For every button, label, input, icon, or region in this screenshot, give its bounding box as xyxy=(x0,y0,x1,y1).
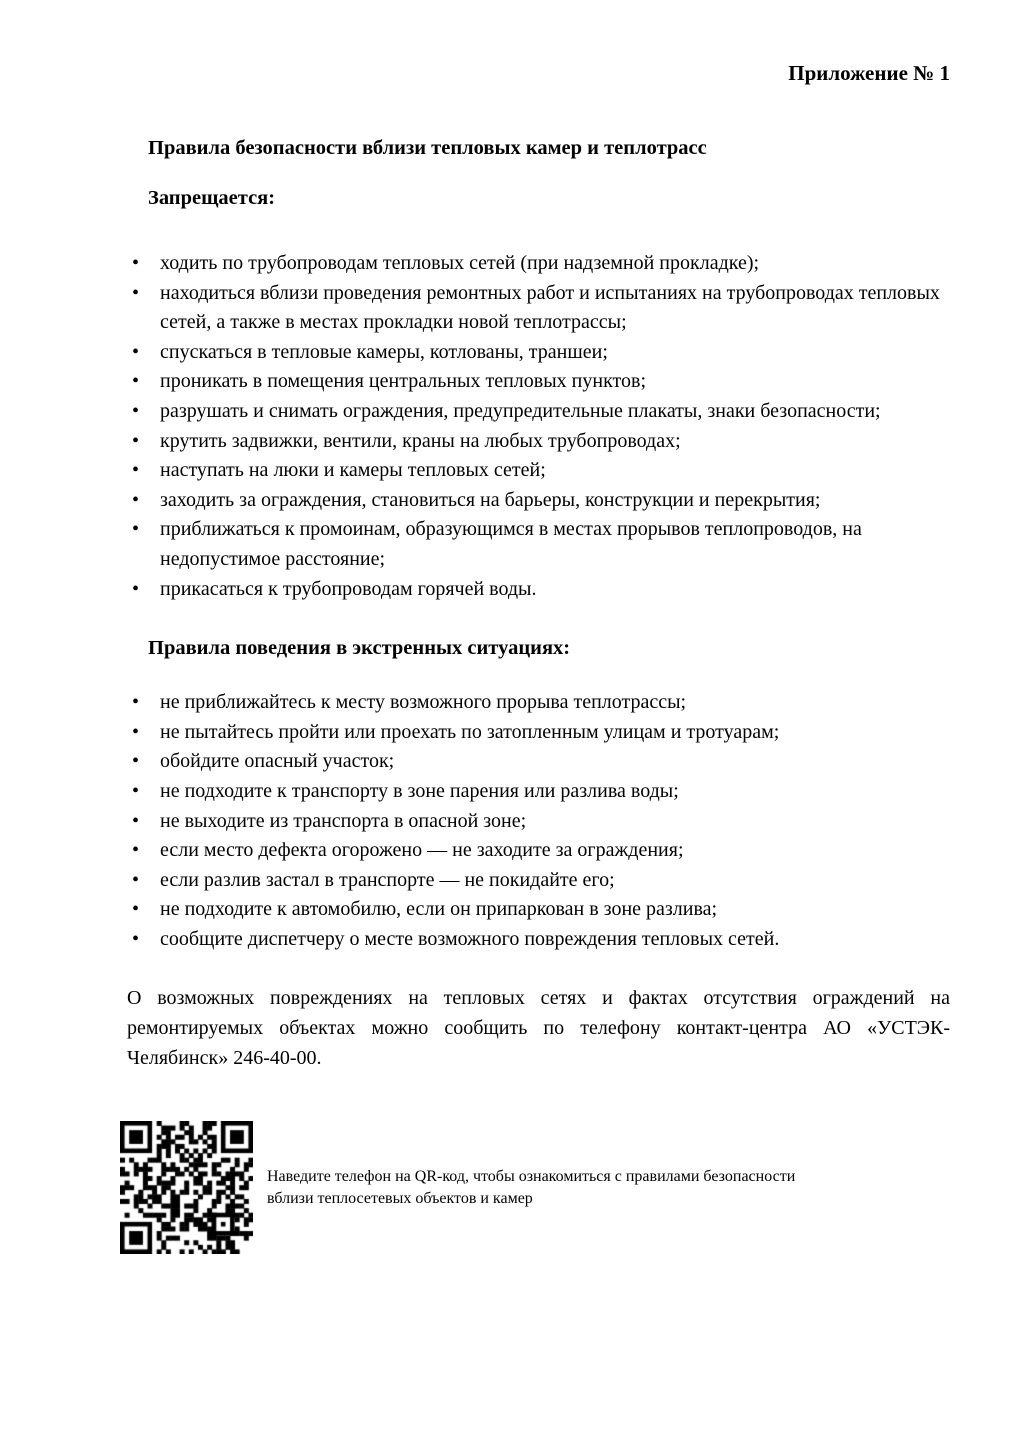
qr-code xyxy=(120,1121,253,1254)
appendix-label: Приложение № 1 xyxy=(788,61,950,85)
list-item: • приближаться к промоинам, образующимся в местах прорывов теплопроводов, на недопустимое расстояние; xyxy=(127,515,950,574)
list-item: • проникать в помещения центральных тепловых пунктов; xyxy=(127,367,950,397)
list-item: • не подходите к транспорту в зоне парения или разлива воды; xyxy=(127,777,950,807)
qr-caption: Наведите телефон на QR-код, чтобы ознакомиться с правилами безопасности вблизи теплосетевых объектов и камер xyxy=(267,1168,796,1207)
list-item: • разрушать и снимать ограждения, предупредительные плакаты, знаки безопасности; xyxy=(127,397,950,427)
document-content xyxy=(0,58,1024,1254)
qr-section xyxy=(120,1121,950,1254)
list-item: • ходить по трубопроводам тепловых сетей (при надземной прокладке); xyxy=(127,249,950,279)
document-title: Правила безопасности вблизи тепловых камер и теплотрасс xyxy=(148,137,707,159)
emergency-section-heading: Правила поведения в экстренных ситуациях: xyxy=(148,637,571,660)
list-item: • если разлив застал в транспорте — не покидайте его; xyxy=(127,866,950,896)
list-item: • не пытайтесь пройти или проехать по затопленным улицам и тротуарам; xyxy=(127,718,950,748)
list-item: • если место дефекта огорожено — не заходите за ограждения; xyxy=(127,836,950,866)
list-item: • спускаться в тепловые камеры, котлованы, траншеи; xyxy=(127,338,950,368)
list-item: • находиться вблизи проведения ремонтных работ и испытаниях на трубопроводах тепловых сетей, а также в местах прокладки новой теплотрассы; xyxy=(127,279,950,338)
list-item: • сообщите диспетчеру о месте возможного повреждения тепловых сетей. xyxy=(127,925,950,955)
list-item: • обойдите опасный участок; xyxy=(127,747,950,777)
emergency-list xyxy=(127,688,950,954)
list-item: • не приближайтесь к месту возможного прорыва теплотрассы; xyxy=(127,688,950,718)
list-item: • крутить задвижки, вентили, краны на любых трубопроводах; xyxy=(127,427,950,457)
list-item: • наступать на люки и камеры тепловых сетей; xyxy=(127,456,950,486)
contact-paragraph: О возможных повреждениях на тепловых сетях и фактах отсутствия ограждений на ремонтируемых объектах можно сообщить по телефону контакт-центра АО «УСТЭК-Челябинск» 246-40-00. xyxy=(127,987,950,1070)
list-item: • не подходите к автомобилю, если он припаркован в зоне разлива; xyxy=(127,895,950,925)
prohibited-list xyxy=(127,249,950,604)
list-item: • прикасаться к трубопроводам горячей воды. xyxy=(127,575,950,605)
list-item: • не выходите из транспорта в опасной зоне; xyxy=(127,807,950,837)
prohibited-section-heading: Запрещается: xyxy=(148,187,276,209)
list-item: • заходить за ограждения, становиться на барьеры, конструкции и перекрытия; xyxy=(127,486,950,516)
